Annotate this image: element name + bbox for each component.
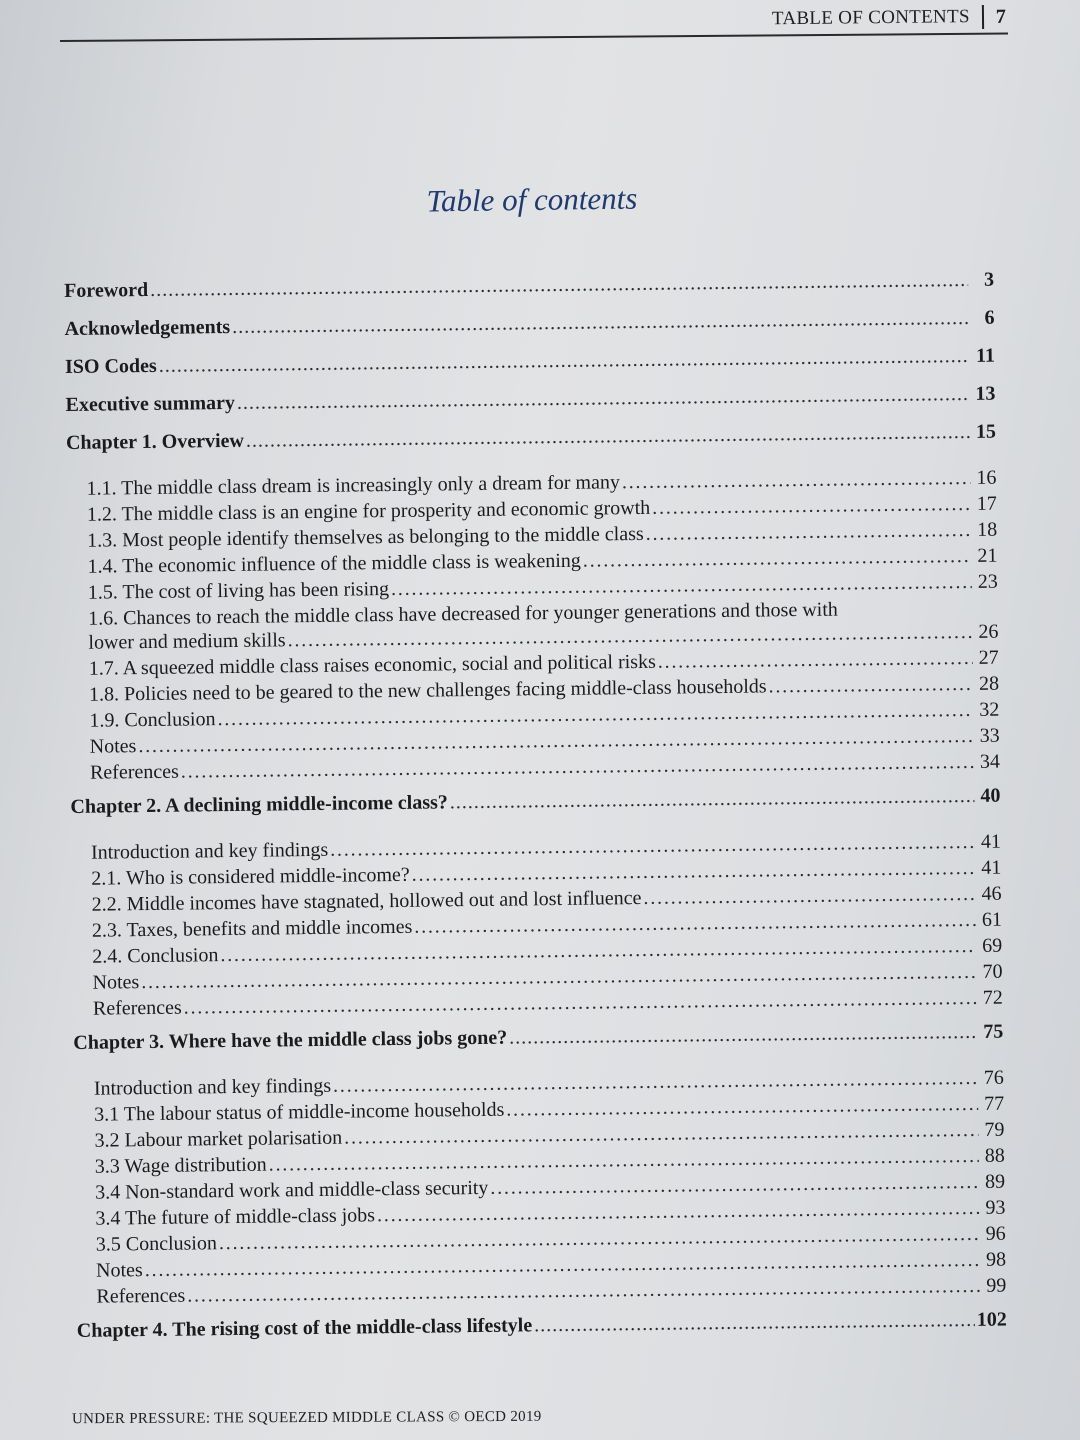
toc-entry-page: 6 [984, 306, 995, 329]
toc-section-page: 61 [981, 908, 1003, 931]
dot-leader [509, 1021, 977, 1050]
toc-section-page: 34 [979, 750, 1001, 773]
toc-chapter-title: Chapter 4. The rising cost of the middle-class lifestyle [76, 1314, 533, 1342]
header-separator [982, 5, 984, 29]
toc-list [64, 269, 1007, 1358]
toc-section-title: 1.4. The economic influence of the middle class is weakening [87, 549, 581, 578]
toc-section-title: 1.1. The middle class dream is increasingly only a dream for many [86, 471, 621, 500]
toc-section-title: 3.4 Non-standard work and middle-class security [95, 1176, 489, 1204]
dot-leader [506, 1093, 978, 1122]
toc-entry-title: Foreword [64, 278, 149, 302]
toc-section-title: Notes [92, 971, 140, 994]
dot-leader [622, 467, 971, 494]
dot-leader [658, 647, 973, 674]
toc-section-page: 32 [979, 698, 1000, 721]
toc-section-title: Notes [89, 735, 137, 758]
toc-entry-title: Acknowledgements [64, 315, 231, 340]
toc-section-page: 16 [976, 466, 997, 489]
toc-section-page: 23 [977, 570, 998, 593]
toc-entry-page: 3 [983, 268, 995, 291]
toc-chapter-page: 15 [975, 420, 997, 443]
toc-chapter-title: Chapter 2. A declining middle-income class? [70, 791, 448, 818]
toc-chapter-page: 75 [983, 1020, 1004, 1043]
toc-section-title: 3.5 Conclusion [95, 1232, 218, 1256]
toc-section-title: References [89, 760, 179, 784]
dot-leader [490, 1171, 979, 1200]
toc-section-page: 89 [984, 1170, 1006, 1193]
toc-section-page: 17 [976, 492, 997, 515]
toc-entry-title: ISO Codes [64, 354, 157, 378]
toc-section-page: 70 [982, 960, 1003, 983]
dot-leader [652, 493, 971, 520]
toc-section-page: 88 [984, 1144, 1005, 1167]
toc-entry-title: Executive summary [65, 391, 236, 416]
running-title: TABLE OF CONTENTS [771, 6, 970, 30]
toc-section-title: 1.8. Policies need to be geared to the new challenges facing middle-class households [88, 675, 767, 706]
toc-section-page: 46 [981, 882, 1002, 905]
toc-section-page: 28 [978, 672, 1000, 695]
toc-section-page: 76 [983, 1066, 1004, 1089]
toc-section-title: Notes [95, 1259, 143, 1282]
toc-section-page: 96 [985, 1222, 1006, 1245]
toc-section-title: 1.5. The cost of living has been rising [87, 578, 390, 604]
toc-chapter-page: 102 [976, 1308, 1007, 1331]
toc-section-title: Introduction and key findings [93, 1074, 332, 1100]
toc-section-page: 41 [980, 830, 1002, 853]
toc-section-title: 1.9. Conclusion [89, 708, 216, 732]
toc-section-page: 33 [979, 724, 1000, 747]
dot-leader [534, 1309, 975, 1337]
toc-section-title: 1.2. The middle class is an engine for prosperity and economic growth [86, 496, 651, 526]
page-number: 7 [995, 5, 1007, 28]
toc-section-title: Introduction and key findings [90, 838, 329, 864]
toc-section-title: 2.2. Middle incomes have stagnated, hollowed out and lost influence [91, 886, 642, 916]
running-header [772, 5, 1006, 31]
toc-section-title: 2.1. Who is considered middle-income? [91, 863, 410, 890]
toc-section-page: 41 [981, 856, 1002, 879]
page-title: Table of contents [426, 180, 638, 219]
toc-section-page: 26 [978, 620, 999, 643]
toc-section-title-continued: lower and medium skills [88, 629, 286, 654]
toc-section-title: 3.1 The labour status of middle-income households [94, 1098, 505, 1126]
toc-section-page: 72 [982, 986, 1003, 1009]
toc-section-page: 77 [983, 1092, 1005, 1115]
dot-leader [646, 519, 972, 546]
toc-section-title: 1.3. Most people identify themselves as belonging to the middle class [87, 522, 644, 552]
toc-chapter-title: Chapter 1. Overview [65, 429, 245, 454]
page-footer: UNDER PRESSURE: THE SQUEEZED MIDDLE CLASS © OECD 2019 [71, 1408, 542, 1428]
toc-section-page: 18 [976, 518, 998, 541]
toc-section-page: 79 [984, 1118, 1005, 1141]
header-rule [60, 33, 1008, 42]
toc-section-title: 2.4. Conclusion [92, 944, 219, 968]
toc-section-title: 1.7. A squeezed middle class raises economic, social and political risks [88, 650, 656, 680]
toc-section-title: 3.3 Wage distribution [94, 1153, 267, 1178]
dot-leader [583, 545, 972, 573]
dot-leader [643, 883, 975, 910]
toc-section-title: 2.3. Taxes, benefits and middle incomes [91, 915, 413, 942]
toc-entry-page: 13 [975, 382, 996, 405]
toc-section-page: 27 [978, 646, 999, 669]
toc-entry-page: 11 [975, 344, 996, 367]
toc-section-title: 3.4 The future of middle-class jobs [95, 1204, 376, 1230]
toc-chapter-page: 40 [980, 784, 1001, 807]
dot-leader [768, 673, 973, 698]
toc-section-title: 1.6. Chances to reach the middle class have decreased for younger generations and those with [88, 598, 838, 630]
toc-chapter-title: Chapter 3. Where have the middle class jobs gone? [73, 1026, 508, 1054]
toc-section-page: 98 [985, 1248, 1007, 1271]
toc-section-page: 99 [986, 1274, 1007, 1297]
toc-section-page: 21 [977, 544, 998, 567]
toc-section-page: 93 [985, 1196, 1006, 1219]
toc-section-title: 3.2 Labour market polarisation [94, 1126, 343, 1152]
toc-section-title: References [92, 996, 182, 1020]
toc-section-page: 69 [982, 934, 1003, 957]
dot-leader [150, 269, 968, 302]
toc-section-title: References [96, 1284, 186, 1308]
